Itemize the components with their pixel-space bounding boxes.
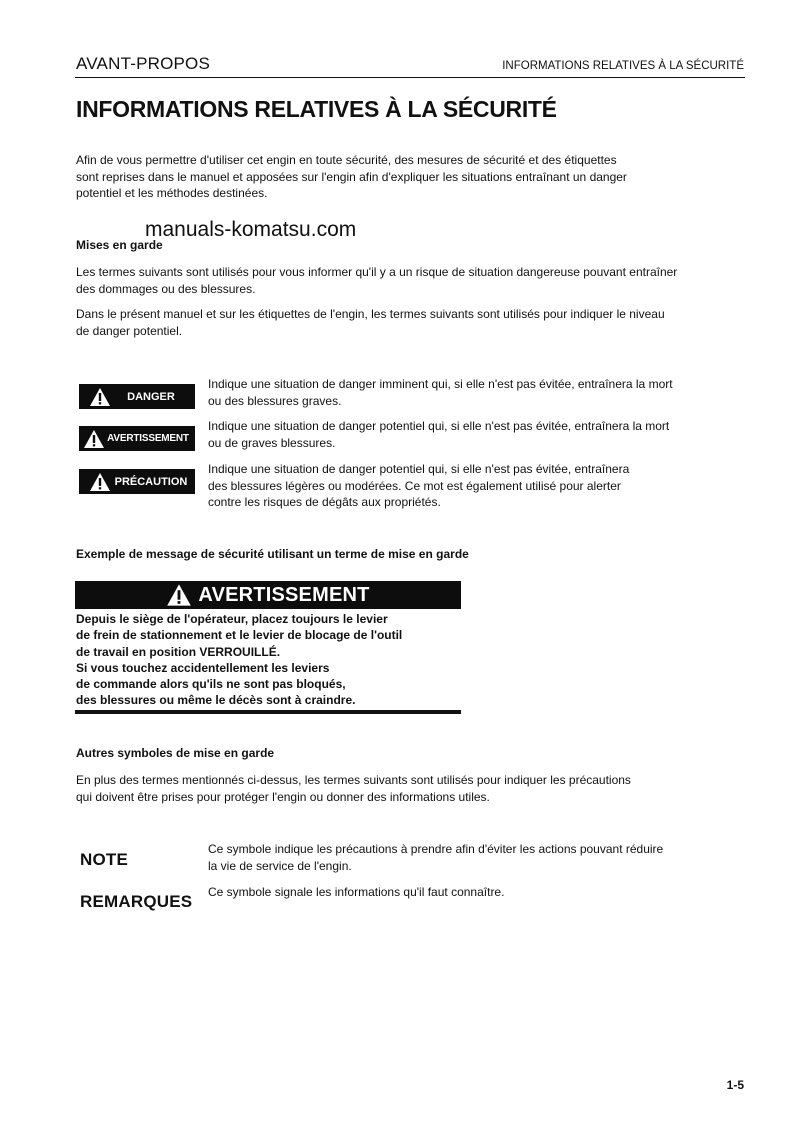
mises-en-garde-paragraph-2 [76, 306, 746, 339]
paragraph-line: Les termes suivants sont utilisés pour vous informer qu'il y a un risque de situation dangereuse pouvant entraîner [76, 265, 678, 279]
heading-autres-symboles: Autres symboles de mise en garde [76, 746, 275, 760]
autres-paragraph [76, 772, 746, 805]
paragraph-line: Dans le présent manuel et sur les étiquettes de l'engin, les termes suivants sont utilisés pour indiquer le niveau [76, 307, 665, 321]
description-line: Indique une situation de danger potentiel qui, si elle n'est pas évitée, entraînera la mort [208, 419, 670, 433]
paragraph-line: En plus des termes mentionnés ci-dessus, les termes suivants sont utilisés pour indiquer les précautions [76, 773, 631, 787]
note-symbol: NOTE [80, 850, 129, 869]
message-line: Depuis le siège de l'opérateur, placez toujours le levier [76, 612, 388, 626]
mises-en-garde-paragraph-1 [76, 264, 746, 297]
intro-paragraph [76, 152, 746, 202]
message-line: de frein de stationnement et le levier de blocage de l'outil [76, 628, 403, 643]
warning-triangle-icon [89, 387, 111, 407]
description-line: des blessures légères ou modérées. Ce mot est également utilisé pour alerter [208, 478, 621, 493]
description-line: Ce symbole indique les précautions à prendre afin d'éviter les actions pouvant réduire [208, 842, 664, 856]
example-bottom-rule [75, 710, 461, 714]
paragraph-line: des dommages ou des blessures. [76, 281, 256, 296]
intro-line: Afin de vous permettre d'utiliser cet engin en toute sécurité, des mesures de sécurité et des étiquettes [76, 153, 617, 167]
remarques-description [208, 884, 728, 901]
danger-description [208, 376, 728, 409]
description-line: Ce symbole signale les informations qu'il faut connaître. [208, 885, 505, 899]
description-line: ou des blessures graves. [208, 393, 342, 408]
warning-triangle-icon [89, 472, 111, 492]
description-line: la vie de service de l'engin. [208, 858, 352, 873]
paragraph-line: de danger potentiel. [76, 323, 183, 338]
avertissement-description [208, 418, 728, 451]
precaution-label-text: PRÉCAUTION [114, 475, 188, 488]
header-divider [75, 77, 745, 78]
message-line: Si vous touchez accidentellement les leviers [76, 660, 330, 675]
danger-label [79, 384, 195, 409]
description-line: Indique une situation de danger imminent qui, si elle n'est pas évitée, entraînera la mort [208, 377, 673, 391]
page-number: 1-5 [726, 1078, 744, 1092]
paragraph-line: qui doivent être prises pour protéger l'engin ou donner des informations utiles. [76, 789, 490, 804]
warning-triangle-icon [166, 583, 192, 607]
watermark-text: manuals-komatsu.com [145, 218, 357, 241]
message-line: des blessures ou même le décès sont à craindre. [76, 693, 356, 708]
heading-example: Exemple de message de sécurité utilisant un terme de mise en garde [76, 547, 469, 561]
header-running-title: INFORMATIONS RELATIVES À LA SÉCURITÉ [502, 60, 744, 72]
avertissement-label-text: AVERTISSEMENT [107, 433, 189, 444]
message-line: de commande alors qu'ils ne sont pas bloqués, [76, 677, 346, 692]
example-message [76, 611, 402, 709]
description-line: ou de graves blessures. [208, 435, 336, 450]
intro-line: sont reprises dans le manuel et apposées sur l'engin afin d'expliquer les situations entraînant un danger [76, 169, 627, 184]
avertissement-label [79, 426, 195, 451]
description-line: contre les risques de dégâts aux propriétés. [208, 495, 441, 509]
message-line: de travail en position VERROUILLÉ. [76, 644, 281, 659]
note-description [208, 841, 728, 874]
precaution-label [79, 469, 195, 494]
avertissement-banner [75, 581, 461, 609]
description-line: Indique une situation de danger potentiel qui, si elle n'est pas évitée, entraînera [208, 462, 630, 476]
heading-mises-en-garde: Mises en garde [76, 238, 163, 252]
intro-line: potentiel et les méthodes destinées. [76, 186, 268, 200]
remarques-symbol: REMARQUES [80, 892, 193, 911]
precaution-description [208, 461, 728, 511]
header-section-title: AVANT-PROPOS [76, 54, 211, 73]
page-title: INFORMATIONS RELATIVES À LA SÉCURITÉ [76, 96, 557, 122]
warning-triangle-icon [83, 429, 105, 449]
danger-label-text: DANGER [127, 390, 175, 403]
avertissement-banner-text: AVERTISSEMENT [198, 583, 370, 606]
